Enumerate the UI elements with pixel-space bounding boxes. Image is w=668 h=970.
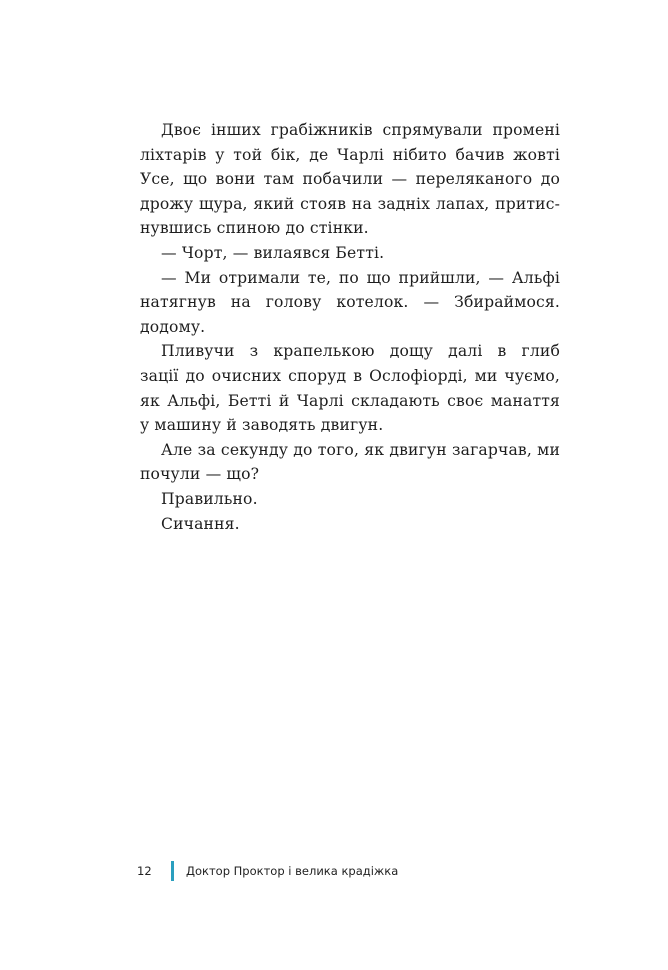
text-line: Сичання.	[161, 514, 240, 533]
running-title: Доктор Проктор і велика крадіжка	[186, 864, 399, 878]
text-line: дрожу щура, який стояв на задніх лапах, притис-	[140, 194, 560, 213]
text-line: Пливучи з крапелькою дощу далі в глиб	[161, 342, 560, 361]
text-line: натягнув на голову котелок. — Збираймося.	[140, 293, 560, 312]
text-line: у машину й заводять двигун.	[140, 416, 384, 435]
page-number: 12	[137, 864, 152, 878]
text-line: нувшись спиною до стінки.	[140, 219, 369, 238]
text-line: ліхтарів у той бік, де Чарлі нібито бачив жовті	[140, 145, 560, 164]
text-line: почули — що?	[140, 465, 260, 484]
text-line: — Ми отримали те, по що прийшли, — Альфі	[161, 268, 560, 287]
text-line: Правильно.	[161, 489, 258, 508]
text-line: Усе, що вони там побачили — переляканого до	[140, 170, 560, 189]
text-line: зації до очисних споруд в Ослофіорді, ми чуємо,	[140, 366, 560, 385]
text-line: Двоє інших грабіжників спрямували промені	[161, 121, 560, 139]
text-line: додому.	[140, 317, 206, 336]
text-line: як Альфі, Бетті й Чарлі складають своє манаття	[140, 391, 560, 410]
body-text	[140, 118, 560, 536]
text-line: — Чорт, — вилаявся Бетті.	[161, 243, 385, 262]
footer-divider	[171, 861, 174, 881]
text-line: Але за секунду до того, як двигун загарчав, ми	[161, 440, 560, 459]
page-footer	[0, 861, 668, 881]
